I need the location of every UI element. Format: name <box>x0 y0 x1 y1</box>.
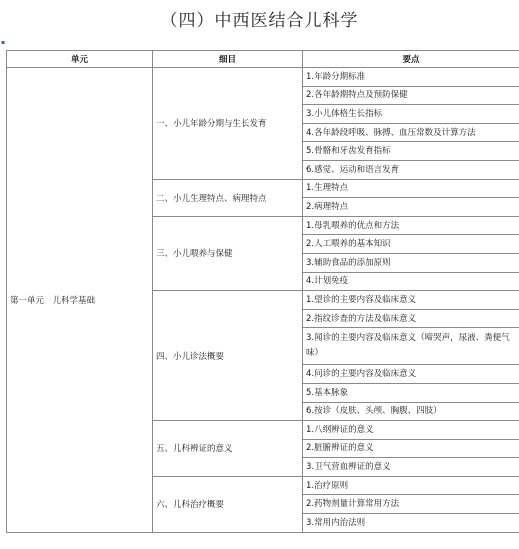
header-outline: 细目 <box>153 51 303 68</box>
point-cell: 5.基本脉象 <box>303 383 519 402</box>
header-points: 要点 <box>303 51 519 68</box>
point-cell: 3.辅助食品的添加原则 <box>303 253 519 272</box>
point-cell: 5.骨骼和牙齿发育指标 <box>303 142 519 161</box>
point-cell: 4.问诊的主要内容及临床意义 <box>303 365 519 384</box>
outline-cell: 六、儿科治疗概要 <box>153 476 303 532</box>
outline-cell: 三、小儿喂养与保健 <box>153 216 303 290</box>
table-header-row <box>7 51 519 68</box>
point-cell: 1.生理特点 <box>303 179 519 198</box>
header-unit: 单元 <box>7 51 153 68</box>
point-cell: 4.计划免疫 <box>303 272 519 291</box>
point-cell: 2.脏腑辨证的意义 <box>303 439 519 458</box>
point-cell: 2.指纹诊查的方法及临床意义 <box>303 309 519 328</box>
point-cell: 1.八纲辨证的意义 <box>303 421 519 440</box>
point-cell: 3.常用内治法则 <box>303 514 519 533</box>
point-cell: 1.年龄分期标准 <box>303 68 519 87</box>
point-cell: 2.人工喂养的基本知识 <box>303 235 519 254</box>
point-cell: 4.各年龄段呼吸、脉搏、血压常数及计算方法 <box>303 123 519 142</box>
document-title: （四）中西医结合儿科学 <box>160 11 359 31</box>
table-row <box>7 68 519 87</box>
point-cell: 1.治疗原则 <box>303 476 519 495</box>
syllabus-table <box>6 50 519 533</box>
outline-cell: 一、小儿年龄分期与生长发育 <box>153 68 303 180</box>
point-cell: 6.感觉、运动和语言发育 <box>303 160 519 179</box>
point-cell: 3.小儿体格生长指标 <box>303 105 519 124</box>
point-cell: 1.母乳喂养的优点和方法 <box>303 216 519 235</box>
point-cell: 2.药物剂量计算常用方法 <box>303 495 519 514</box>
point-cell: 2.病理特点 <box>303 198 519 217</box>
point-cell: 1.望诊的主要内容及临床意义 <box>303 291 519 310</box>
corner-marker-icon: ▪ <box>1 39 6 46</box>
unit-cell: 第一单元 儿科学基础 <box>7 68 153 533</box>
outline-cell: 五、儿科辨证的意义 <box>153 421 303 477</box>
point-cell: 6.按诊（皮肤、头颅、胸腹、四肢） <box>303 402 519 421</box>
point-cell: 3.闻诊的主要内容及临床意义（啼哭声，尿液、粪便气味） <box>303 328 519 365</box>
point-cell: 2.各年龄期特点及预防保健 <box>303 86 519 105</box>
point-cell: 3.卫气营血辨证的意义 <box>303 458 519 477</box>
outline-cell: 二、小儿生理特点、病理特点 <box>153 179 303 216</box>
outline-cell: 四、小儿诊法概要 <box>153 291 303 421</box>
